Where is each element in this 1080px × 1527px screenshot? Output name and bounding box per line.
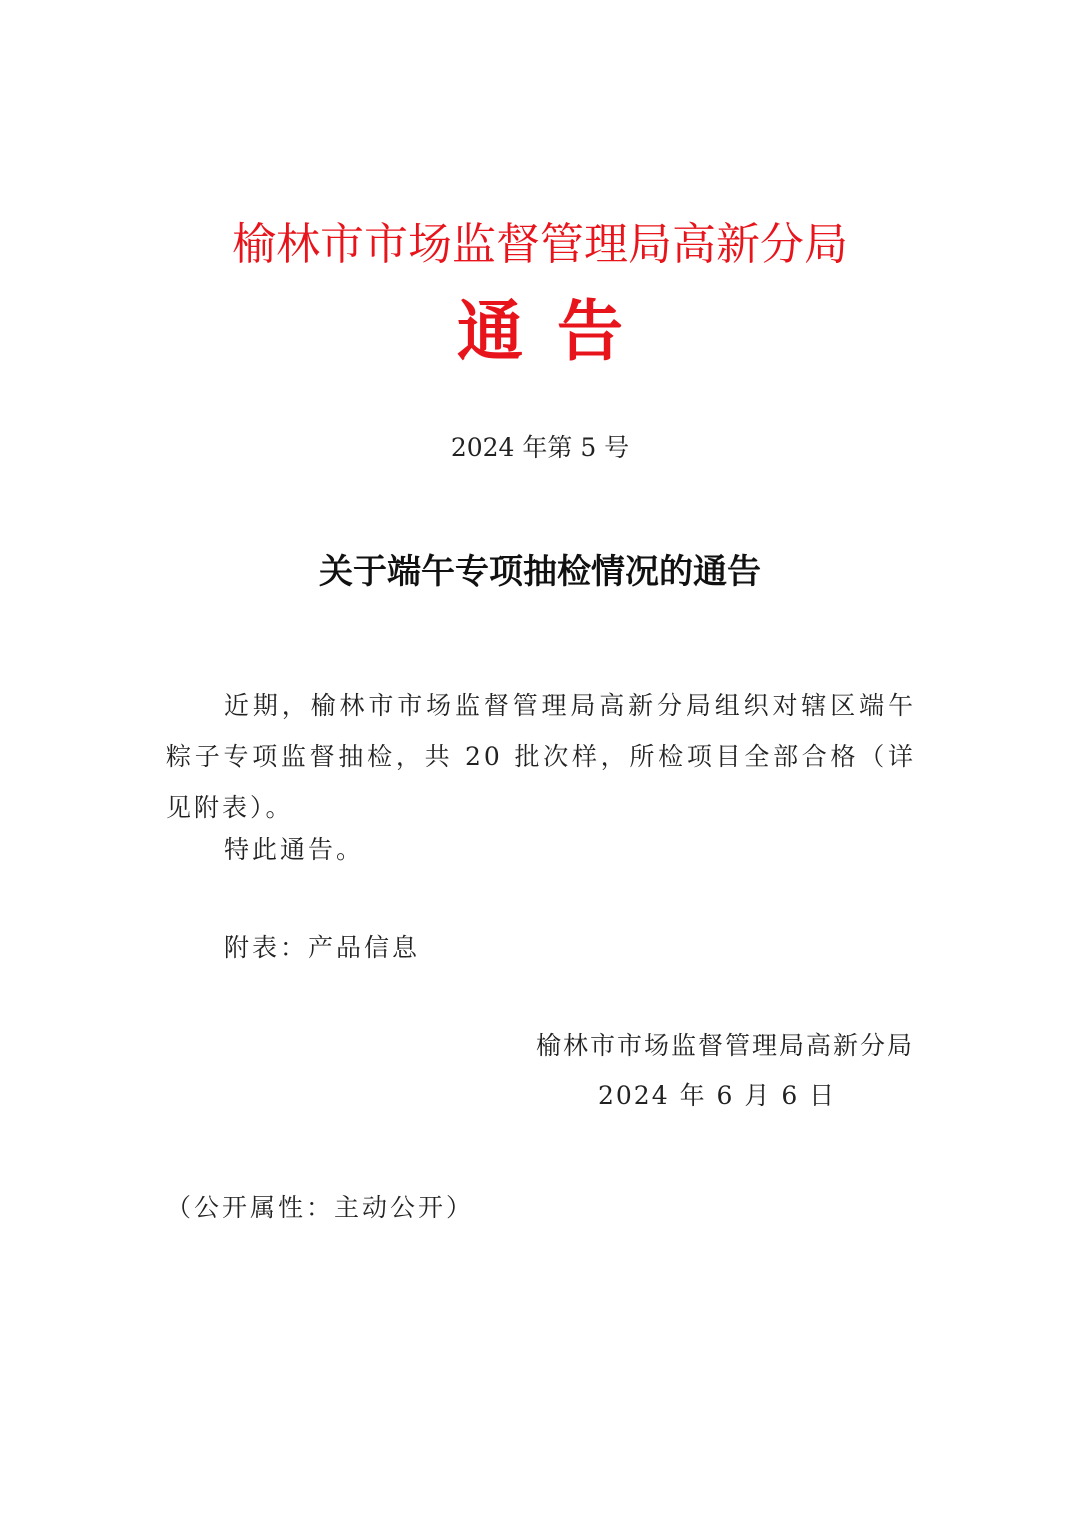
document-title: 关于端午专项抽检情况的通告 — [319, 552, 761, 592]
issuing-organization-header: 榆林市市场监督管理局高新分局 — [232, 219, 848, 270]
signature-organization: 榆林市市场监督管理局高新分局 — [535, 1031, 914, 1060]
document-number: 2024 年第 5 号 — [450, 433, 630, 462]
closing-line: 特此通告。 — [224, 835, 365, 864]
document-type-heading: 通告 — [457, 293, 657, 370]
signature-date: 2024 年 6 月 6 日 — [598, 1081, 837, 1110]
public-attribute-note: （公开属性：主动公开） — [166, 1193, 475, 1222]
attachment-note: 附表：产品信息 — [224, 933, 421, 962]
body-paragraph: 近期，榆林市市场监督管理局高新分局组织对辖区端午粽子专项监督抽检，共 20 批次样，所检项目全部合格（详见附表）。 — [166, 691, 916, 822]
